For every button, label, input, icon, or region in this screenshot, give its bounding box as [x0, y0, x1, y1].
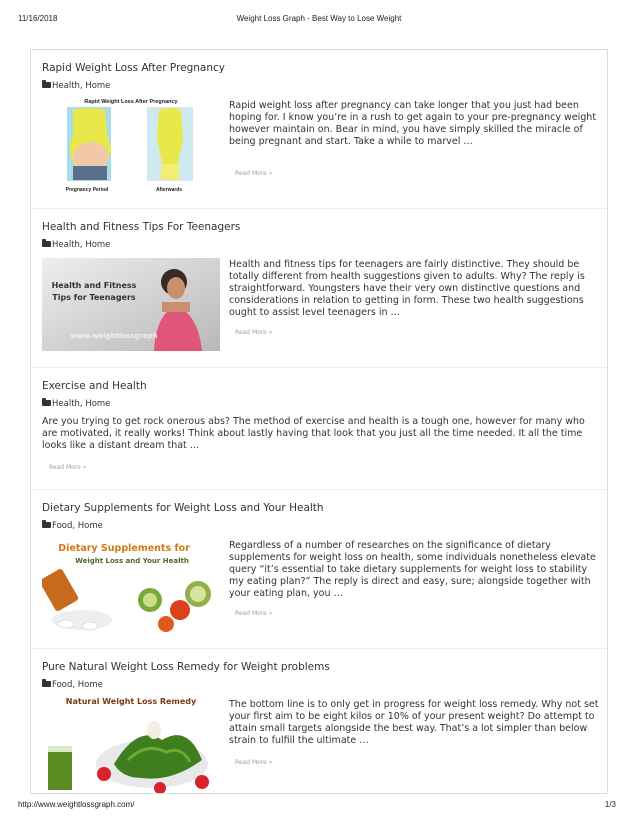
post-excerpt: The bottom line is to only get in progress for weight loss remedy. Why not set your first aim to be eight kilos or 10% of your present weight? Do attempt to attain small targets alongside the best way. That’s a lot simpler than below strain to fulfill the ultimate …: [229, 699, 599, 746]
post-item: [31, 661, 607, 794]
post-title[interactable]: Health and Fitness Tips For Teenagers: [42, 221, 241, 233]
post-thumbnail[interactable]: [51, 96, 211, 193]
post-title[interactable]: Exercise and Health: [42, 380, 147, 392]
thumbnail-text-line-2: Weight Loss and Your Health: [75, 557, 189, 565]
post-item: [31, 380, 607, 490]
post-item: [31, 221, 607, 368]
post-categories: [42, 521, 103, 531]
post-title[interactable]: Pure Natural Weight Loss Remedy for Weight problems: [42, 661, 330, 673]
thumbnail-text: Natural Weight Loss Remedy: [65, 697, 197, 706]
read-more-link[interactable]: Read More »: [235, 610, 273, 617]
thumbnail-label-after: Afterwards: [155, 187, 183, 193]
post-thumbnail[interactable]: [42, 694, 220, 794]
print-header: [0, 14, 638, 26]
thumbnail-label-before: Pregnancy Period: [65, 187, 109, 193]
folder-icon: [42, 400, 51, 406]
categories-link[interactable]: Food, Home: [52, 521, 103, 531]
categories-link[interactable]: Food, Home: [52, 680, 103, 690]
thumbnail-caption: Rapid Weight Loss After Pregnancy: [84, 99, 178, 105]
post-categories: [42, 680, 103, 690]
categories-link[interactable]: Health, Home: [52, 240, 111, 250]
post-thumbnail[interactable]: [42, 258, 220, 351]
post-title[interactable]: Dietary Supplements for Weight Loss and Your Health: [42, 502, 324, 514]
print-page-title: Weight Loss Graph - Best Way to Lose Weight: [236, 14, 402, 23]
post-excerpt: Rapid weight loss after pregnancy can take longer that you just had been hoping for. I know you’re in a rush to get again to your pre-pregnancy weight however maintain on. Bear in mind, you have simply skilled the miracle of being pregnant and start. Take a while to marvel …: [229, 100, 597, 147]
post-categories: [42, 399, 110, 409]
post-excerpt: Are you trying to get rock onerous abs? The method of exercise and health is a tough one, however for many who are motivated, it really works! Think about lastly having that look that you just all the time needed. It all the time looks like a distant dream that …: [42, 416, 585, 451]
read-more-link[interactable]: Read More »: [235, 329, 273, 336]
categories-link[interactable]: Health, Home: [52, 399, 111, 409]
post-excerpt: Health and fitness tips for teenagers are fairly distinctive. They should be totally different from health suggestions given to adults. Why? The reply is straightforward. Youngsters have their very own distinctive questions and considerations in relation to getting in form. These two health suggestions ought to assist level teenagers in …: [229, 259, 585, 318]
post-item: [31, 502, 607, 649]
print-url: http://www.weightlossgraph.com/: [18, 800, 135, 809]
print-footer: [0, 800, 638, 812]
post-item: [31, 62, 607, 209]
post-categories: [42, 240, 110, 250]
content-frame: [30, 49, 608, 794]
folder-icon: [42, 241, 51, 247]
folder-icon: [42, 82, 51, 88]
read-more-link[interactable]: Read More »: [235, 759, 273, 766]
post-categories: [42, 81, 110, 91]
categories-link[interactable]: Health, Home: [52, 81, 111, 91]
thumbnail-text-line-1: Dietary Supplements for: [58, 543, 190, 554]
post-title[interactable]: Rapid Weight Loss After Pregnancy: [42, 62, 226, 74]
thumbnail-text-line-1: Health and Fitness: [51, 281, 137, 290]
page-number: 1/3: [604, 800, 616, 809]
post-excerpt: Regardless of a number of researches on the significance of dietary supplements for weight loss on health, some individuals nonetheless elevate query “it’s essential to take dietary supplements for weight loss to stability my eating plan?” The reply is direct and easy, sure; alongside together with your eating plan, you …: [229, 540, 596, 599]
thumbnail-watermark: www.weightlossgraph: [70, 332, 158, 340]
print-date: 11/16/2018: [18, 14, 58, 23]
folder-icon: [42, 681, 51, 687]
read-more-link[interactable]: Read More »: [235, 170, 273, 177]
post-thumbnail[interactable]: [42, 538, 220, 635]
folder-icon: [42, 522, 51, 528]
thumbnail-text-line-2: Tips for Teenagers: [52, 293, 136, 302]
read-more-link[interactable]: Read More »: [49, 464, 87, 471]
